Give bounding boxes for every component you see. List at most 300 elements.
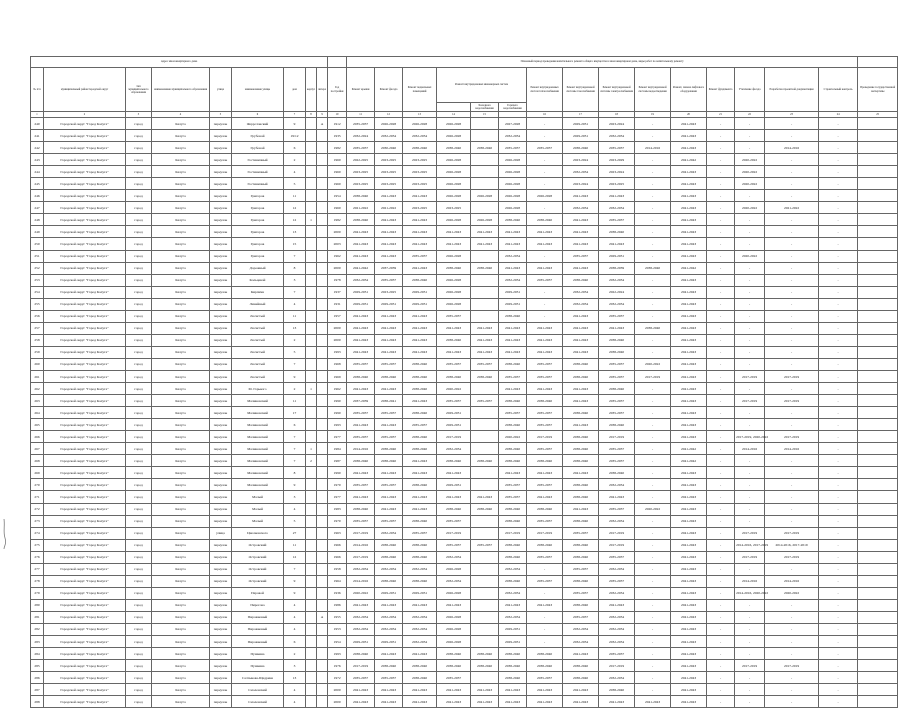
- cell-heating: 2035-2037: [527, 515, 563, 527]
- cell-street-type: переулок: [210, 636, 232, 648]
- cell-house: 7: [284, 431, 306, 443]
- cell-sewerage: -: [635, 383, 671, 395]
- cell-basement-repair: 2041-2043: [403, 346, 437, 358]
- cell-municipality: Калуга: [152, 539, 210, 551]
- cell-facade-repair: 2041-2043: [375, 334, 403, 346]
- cell-street-name: Салтыкова-Щедрина: [232, 672, 284, 684]
- cell-expertise: [858, 479, 898, 491]
- cell-electricity: 2035-2037: [599, 142, 635, 154]
- cell-engineering-systems: 2026-2028: [437, 298, 471, 310]
- cell-expertise: [858, 575, 898, 587]
- cell-sewerage: -: [635, 527, 671, 539]
- cell-construction-control: -: [819, 226, 858, 238]
- cell-insulation: -: [735, 358, 765, 370]
- cell-sewerage: -: [635, 491, 671, 503]
- cell-facade-repair: 2023-2025: [375, 286, 403, 298]
- cell-insulation: -: [735, 623, 765, 635]
- cell-roof-repair: 2038-2040: [347, 648, 375, 660]
- cell-house: 6: [284, 142, 306, 154]
- cell-heating: 2017-2019: [527, 527, 563, 539]
- cell-street-type: переулок: [210, 178, 232, 190]
- header-col-18: Ремонт внутридомовой системы газоснабжения: [563, 68, 599, 112]
- cell-expertise: [858, 672, 898, 684]
- cell-gas: 2038-2040: [563, 491, 599, 503]
- cell-street-type: переулок: [210, 334, 232, 346]
- cell-house: 9: [284, 370, 306, 382]
- cell-hot-water: 2032-2034: [499, 250, 527, 262]
- cell-hot-water: 2035-2037: [499, 142, 527, 154]
- cell-sewerage: -: [635, 599, 671, 611]
- cell-row-number: 269: [31, 467, 44, 479]
- cell-row-number: 266: [31, 431, 44, 443]
- cell-street-type: переулок: [210, 310, 232, 322]
- cell-municipality: Калуга: [152, 154, 210, 166]
- cell-build-year: 1993: [328, 648, 347, 660]
- cell-foundation: -: [707, 154, 735, 166]
- cell-engineering-systems: 2041-2043: [437, 684, 471, 696]
- cell-municipality-type: город: [126, 346, 152, 358]
- cell-heating: 2038-2040: [527, 395, 563, 407]
- cell-district: Городской округ "Город Калуга": [44, 214, 126, 226]
- col-number: 25: [858, 112, 898, 118]
- cell-gas: 2041-2043: [563, 262, 599, 274]
- cell-engineering-systems: 2023-2025: [437, 202, 471, 214]
- cell-gas: 2041-2043: [563, 310, 599, 322]
- cell-municipality-type: город: [126, 370, 152, 382]
- cell-house: 9: [284, 479, 306, 491]
- cell-expertise: [858, 383, 898, 395]
- cell-facade-repair: 2029-2031: [375, 587, 403, 599]
- cell-district: Городской округ "Город Калуга": [44, 178, 126, 190]
- cell-cold-water: [471, 551, 499, 563]
- cell-build-year: 2000: [328, 322, 347, 334]
- cell-heating: 2041-2043: [527, 238, 563, 250]
- cell-row-number: 275: [31, 539, 44, 551]
- cell-roof-repair: 2032-2034: [347, 623, 375, 635]
- cell-house: 4: [284, 684, 306, 696]
- col-number: 23: [765, 112, 819, 118]
- cell-house: 5: [284, 178, 306, 190]
- cell-district: Городской округ "Город Калуга": [44, 660, 126, 672]
- cell-elevator: 2041-2042: [671, 154, 707, 166]
- table-row: [31, 419, 898, 431]
- cell-engineering-systems: 2038-2040: [437, 370, 471, 382]
- cell-foundation: -: [707, 395, 735, 407]
- cell-engineering-systems: 2035-2037: [437, 310, 471, 322]
- cell-municipality: Калуга: [152, 334, 210, 346]
- table-row: [31, 527, 898, 539]
- cell-basement-repair: 2032-2034: [403, 611, 437, 623]
- cell-row-number: 243: [31, 154, 44, 166]
- cell-municipality: Калуга: [152, 250, 210, 262]
- cell-municipality-type: город: [126, 286, 152, 298]
- cell-row-number: 242: [31, 142, 44, 154]
- cell-construction-control: -: [819, 672, 858, 684]
- header-col-24: Разработка проектной документации: [765, 68, 819, 112]
- cell-heating: -: [527, 636, 563, 648]
- cell-letter: [317, 358, 328, 370]
- cell-foundation: -: [707, 334, 735, 346]
- cell-building: [306, 358, 317, 370]
- cell-design-docs: 2017-2019: [765, 660, 819, 672]
- cell-foundation: -: [707, 696, 735, 708]
- cell-basement-repair: 2038-2040: [403, 672, 437, 684]
- cell-street-type: переулок: [210, 575, 232, 587]
- cell-street-type: переулок: [210, 431, 232, 443]
- cell-letter: [317, 250, 328, 262]
- cell-engineering-systems: 2041-2043: [437, 346, 471, 358]
- cell-municipality-type: город: [126, 322, 152, 334]
- cell-engineering-systems: 2026-2028: [437, 286, 471, 298]
- cell-facade-repair: 2041-2043: [375, 226, 403, 238]
- cell-roof-repair: 2035-2037: [347, 358, 375, 370]
- cell-cold-water: 2038-2040: [471, 142, 499, 154]
- cell-municipality: Калуга: [152, 575, 210, 587]
- cell-elevator: 2041-2043: [671, 696, 707, 708]
- cell-gas: 2035-2037: [563, 527, 599, 539]
- cell-insulation: -: [735, 118, 765, 130]
- cell-roof-repair: 2032-2034: [347, 274, 375, 286]
- cell-construction-control: -: [819, 623, 858, 635]
- cell-municipality: Калуга: [152, 298, 210, 310]
- cell-facade-repair: 2041-2043: [375, 214, 403, 226]
- cell-basement-repair: 2041-2043: [403, 395, 437, 407]
- cell-gas: 2029-2031: [563, 118, 599, 130]
- table-row: [31, 202, 898, 214]
- cell-design-docs: -: [765, 130, 819, 142]
- cell-expertise: [858, 407, 898, 419]
- cell-sewerage: -: [635, 407, 671, 419]
- cell-foundation: -: [707, 539, 735, 551]
- cell-sewerage: -: [635, 346, 671, 358]
- cell-build-year: 2000: [328, 262, 347, 274]
- cell-insulation: 2020-2022: [735, 154, 765, 166]
- cell-engineering-systems: 2029-2031: [437, 419, 471, 431]
- col-number: 17: [563, 112, 599, 118]
- cell-engineering-systems: 2038-2040: [437, 660, 471, 672]
- cell-construction-control: -: [819, 660, 858, 672]
- cell-foundation: -: [707, 672, 735, 684]
- cell-expertise: [858, 611, 898, 623]
- cell-house: 5: [284, 515, 306, 527]
- cell-sewerage: -: [635, 648, 671, 660]
- cell-sewerage: -: [635, 455, 671, 467]
- col-number: 1: [31, 112, 44, 118]
- cell-sewerage: -: [635, 286, 671, 298]
- cell-gas: 2038-2040: [563, 431, 599, 443]
- cell-engineering-systems: 2017-2019: [437, 527, 471, 539]
- cell-street-name: Лесистый: [232, 358, 284, 370]
- cell-row-number: 279: [31, 587, 44, 599]
- cell-expertise: [858, 539, 898, 551]
- cell-building: [306, 178, 317, 190]
- cell-foundation: -: [707, 322, 735, 334]
- cell-elevator: 2041-2043: [671, 503, 707, 515]
- cell-letter: [317, 491, 328, 503]
- cell-gas: 2041-2043: [563, 322, 599, 334]
- cell-letter: [317, 539, 328, 551]
- table-row: [31, 636, 898, 648]
- cell-build-year: 1960: [328, 154, 347, 166]
- cell-municipality: Калуга: [152, 636, 210, 648]
- cell-electricity: 2032-2034: [599, 130, 635, 142]
- cell-street-type: переулок: [210, 214, 232, 226]
- cell-row-number: 277: [31, 563, 44, 575]
- cell-foundation: -: [707, 515, 735, 527]
- cell-row-number: 251: [31, 250, 44, 262]
- cell-row-number: 257: [31, 322, 44, 334]
- cell-heating: 2041-2043: [527, 262, 563, 274]
- cell-design-docs: -: [765, 684, 819, 696]
- cell-construction-control: -: [819, 479, 858, 491]
- cell-engineering-systems: 2041-2043: [437, 467, 471, 479]
- cell-facade-repair: 2041-2043: [375, 346, 403, 358]
- cell-municipality: Калуга: [152, 527, 210, 539]
- cell-municipality: Калуга: [152, 142, 210, 154]
- cell-electricity: 2038-2040: [599, 383, 635, 395]
- cell-expertise: [858, 214, 898, 226]
- cell-sewerage: -: [635, 226, 671, 238]
- cell-electricity: 2032-2034: [599, 298, 635, 310]
- cell-district: Городской округ "Город Калуга": [44, 310, 126, 322]
- cell-district: Городской округ "Город Калуга": [44, 599, 126, 611]
- cell-row-number: 288: [31, 696, 44, 708]
- cell-facade-repair: 2035-2037: [375, 515, 403, 527]
- cell-electricity: 2032-2034: [599, 515, 635, 527]
- cell-construction-control: -: [819, 696, 858, 708]
- cell-row-number: 264: [31, 407, 44, 419]
- cell-hot-water: 2038-2040: [499, 575, 527, 587]
- cell-municipality-type: город: [126, 527, 152, 539]
- cell-street-type: переулок: [210, 322, 232, 334]
- cell-hot-water: 2035-2037: [499, 491, 527, 503]
- cell-sewerage: -: [635, 310, 671, 322]
- table-row: [31, 431, 898, 443]
- cell-municipality: Калуга: [152, 696, 210, 708]
- cell-electricity: 2035-2037: [599, 407, 635, 419]
- cell-street-type: переулок: [210, 370, 232, 382]
- cell-electricity: 2041-2043: [599, 599, 635, 611]
- cell-electricity: 2032-2034: [599, 274, 635, 286]
- cell-street-name: Смоленский: [232, 696, 284, 708]
- cell-cold-water: 2041-2043: [471, 334, 499, 346]
- cell-municipality: Калуга: [152, 684, 210, 696]
- cell-street-name: Лесистый: [232, 310, 284, 322]
- header-col-16: Горячего водоснабжения: [499, 103, 527, 112]
- cell-heating: 2041-2043: [527, 334, 563, 346]
- cell-street-type: переулок: [210, 166, 232, 178]
- cell-construction-control: -: [819, 648, 858, 660]
- cell-municipality: Калуга: [152, 178, 210, 190]
- cell-electricity: 2038-2040: [599, 467, 635, 479]
- cell-hot-water: 2026-2028: [499, 190, 527, 202]
- cell-district: Городской округ "Город Калуга": [44, 467, 126, 479]
- cell-municipality: Калуга: [152, 370, 210, 382]
- cell-municipality-type: город: [126, 443, 152, 455]
- cell-street-type: переулок: [210, 455, 232, 467]
- cell-gas: 2038-2040: [563, 358, 599, 370]
- cell-municipality-type: город: [126, 407, 152, 419]
- header-col-13: Ремонт подвальных помещений: [403, 68, 437, 112]
- cell-cold-water: 2026-2028: [471, 214, 499, 226]
- cell-letter: [317, 407, 328, 419]
- cell-street-type: переулок: [210, 563, 232, 575]
- cell-facade-repair: 2041-2043: [375, 383, 403, 395]
- cell-house: 2: [284, 383, 306, 395]
- cell-electricity: 2038-2039: [599, 262, 635, 274]
- cell-gas: 2041-2043: [563, 395, 599, 407]
- cell-electricity: 2038-2040: [599, 684, 635, 696]
- col-number: 10: [328, 112, 347, 118]
- cell-street-name: Гостиничный: [232, 178, 284, 190]
- col-number: 12: [375, 112, 403, 118]
- cell-sewerage: 2020-2022: [635, 503, 671, 515]
- cell-house: 2: [284, 334, 306, 346]
- cell-foundation: -: [707, 370, 735, 382]
- cell-municipality-type: город: [126, 226, 152, 238]
- table-row: [31, 358, 898, 370]
- cell-elevator: 2041-2043: [671, 286, 707, 298]
- cell-gas: 2038-2040: [563, 455, 599, 467]
- cell-row-number: 255: [31, 298, 44, 310]
- cell-building: [306, 395, 317, 407]
- cell-foundation: -: [707, 611, 735, 623]
- header-blank: [437, 103, 471, 112]
- cell-municipality-type: город: [126, 395, 152, 407]
- cell-letter: [317, 130, 328, 142]
- cell-elevator: 2041-2043: [671, 431, 707, 443]
- cell-row-number: 253: [31, 274, 44, 286]
- cell-district: Городской округ "Город Калуга": [44, 154, 126, 166]
- cell-roof-repair: 2017-2019: [347, 660, 375, 672]
- cell-construction-control: -: [819, 575, 858, 587]
- cell-sewerage: -: [635, 539, 671, 551]
- cell-house: 3: [284, 491, 306, 503]
- cell-elevator: 2041-2043: [671, 346, 707, 358]
- cell-build-year: 1962: [328, 383, 347, 395]
- col-number: 21: [707, 112, 735, 118]
- cell-gas: 2038-2040: [563, 479, 599, 491]
- cell-elevator: 2041-2043: [671, 358, 707, 370]
- cell-construction-control: -: [819, 274, 858, 286]
- cell-cold-water: [471, 623, 499, 635]
- cell-house: 7: [284, 250, 306, 262]
- cell-sewerage: 2017-2019: [635, 370, 671, 382]
- cell-facade-repair: 2035-2037: [375, 358, 403, 370]
- cell-heating: -: [527, 310, 563, 322]
- cell-expertise: [858, 238, 898, 250]
- cell-hot-water: 2041-2043: [499, 334, 527, 346]
- cell-expertise: [858, 503, 898, 515]
- cell-letter: [317, 346, 328, 358]
- cell-street-type: переулок: [210, 539, 232, 551]
- col-number: 2: [44, 112, 126, 118]
- cell-facade-repair: 2041-2043: [375, 250, 403, 262]
- cell-facade-repair: 2038-2040: [375, 551, 403, 563]
- cell-hot-water: 2032-2034: [499, 587, 527, 599]
- cell-basement-repair: 2041-2043: [403, 455, 437, 467]
- cell-house: 2: [284, 154, 306, 166]
- cell-gas: 2038-2040: [563, 599, 599, 611]
- cell-electricity: 2035-2037: [599, 370, 635, 382]
- cell-sewerage: -: [635, 250, 671, 262]
- cell-expertise: [858, 563, 898, 575]
- cell-design-docs: -: [765, 118, 819, 130]
- cell-street-name: Островский: [232, 539, 284, 551]
- cell-basement-repair: 2029-2031: [403, 587, 437, 599]
- cell-hot-water: 2038-2040: [499, 395, 527, 407]
- cell-building: [306, 527, 317, 539]
- cell-house: 4: [284, 599, 306, 611]
- cell-basement-repair: 2041-2043: [403, 684, 437, 696]
- cell-roof-repair: 2014-2016: [347, 575, 375, 587]
- cell-design-docs: 2017-2019: [765, 431, 819, 443]
- cell-house: 15: [284, 238, 306, 250]
- cell-basement-repair: 2038-2040: [403, 479, 437, 491]
- cell-gas: 2041-2043: [563, 214, 599, 226]
- cell-district: Городской округ "Город Калуга": [44, 515, 126, 527]
- cell-build-year: 1953: [328, 623, 347, 635]
- document-sheet: [30, 56, 896, 708]
- table-row: [31, 238, 898, 250]
- cell-insulation: 2017-2019: [735, 395, 765, 407]
- cell-elevator: 2041-2043: [671, 370, 707, 382]
- cell-street-name: Островский: [232, 551, 284, 563]
- cell-municipality-type: город: [126, 587, 152, 599]
- cell-street-name: Лесистый: [232, 370, 284, 382]
- cell-roof-repair: 2041-2043: [347, 419, 375, 431]
- cell-insulation: -: [735, 262, 765, 274]
- cell-municipality-type: город: [126, 684, 152, 696]
- cell-insulation: 2017-2019: [735, 660, 765, 672]
- cell-expertise: [858, 395, 898, 407]
- cell-municipality-type: город: [126, 467, 152, 479]
- cell-engineering-systems: 2038-2040: [437, 455, 471, 467]
- cell-municipality: Калуга: [152, 130, 210, 142]
- cell-roof-repair: 2017-2019: [347, 551, 375, 563]
- cell-foundation: -: [707, 202, 735, 214]
- cell-foundation: -: [707, 166, 735, 178]
- cell-expertise: [858, 226, 898, 238]
- cell-street-type: переулок: [210, 515, 232, 527]
- cell-electricity: 2017-2019: [599, 539, 635, 551]
- cell-municipality: Калуга: [152, 238, 210, 250]
- cell-district: Городской округ "Город Калуга": [44, 238, 126, 250]
- cell-expertise: [858, 346, 898, 358]
- cell-municipality: Калуга: [152, 660, 210, 672]
- col-number: 16: [527, 112, 563, 118]
- cell-district: Городской округ "Город Калуга": [44, 298, 126, 310]
- cell-foundation: -: [707, 575, 735, 587]
- cell-row-number: 241: [31, 130, 44, 142]
- cell-house: 7: [284, 286, 306, 298]
- cell-house: 4: [284, 623, 306, 635]
- cell-roof-repair: 2023-2025: [347, 178, 375, 190]
- cell-electricity: 2035-2037: [599, 358, 635, 370]
- cell-facade-repair: 2041-2043: [375, 467, 403, 479]
- cell-expertise: [858, 467, 898, 479]
- cell-expertise: [858, 310, 898, 322]
- cell-street-type: переулок: [210, 274, 232, 286]
- cell-heating: -: [527, 166, 563, 178]
- col-number: 5: [210, 112, 232, 118]
- cell-elevator: 2041-2043: [671, 527, 707, 539]
- cell-building: [306, 226, 317, 238]
- cell-sewerage: 2041-2043: [635, 696, 671, 708]
- cell-insulation: -: [735, 274, 765, 286]
- cell-district: Городской округ "Город Калуга": [44, 407, 126, 419]
- cell-engineering-systems: 2041-2043: [437, 226, 471, 238]
